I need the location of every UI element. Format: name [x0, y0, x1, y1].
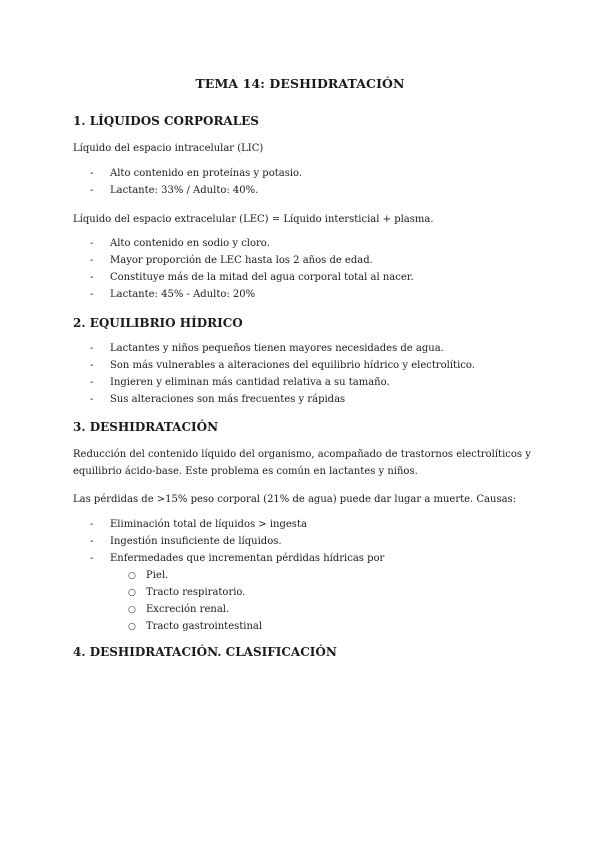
dash-marker: - — [90, 394, 94, 405]
paragraph-definition: Reducción del contenido líquido del organismo, acompañado de trastornos electrolíticos y equilibrio ácido-base. Este problema es común en lactantes y niños. — [73, 449, 531, 477]
sub-list-item: ○ Piel. — [128, 570, 169, 581]
list-item: - Mayor proporción de LEC hasta los 2 años de edad. — [90, 255, 373, 266]
list-item: - Son más vulnerables a alteraciones del equilibrio hídrico y electrolítico. — [90, 360, 475, 371]
dash-marker: - — [90, 238, 94, 249]
list-item: - Alto contenido en proteínas y potasio. — [90, 168, 303, 179]
list-item: - Lactante: 45% - Adulto: 20% — [90, 289, 256, 300]
circle-bullet-icon: ○ — [128, 622, 136, 632]
list-item: - Ingieren y eliminan más cantidad relativa a su tamaño. — [90, 377, 390, 388]
dash-marker: - — [90, 289, 94, 300]
dash-marker: - — [90, 272, 94, 283]
dash-marker: - — [90, 343, 94, 354]
list-item: - Sus alteraciones son más frecuentes y rápidas — [90, 394, 346, 405]
list-item: - Lactantes y niños pequeños tienen mayores necesidades de agua. — [90, 343, 444, 354]
list-item: - Constituye más de la mitad del agua corporal total al nacer. — [90, 272, 414, 283]
sub-list-item: ○ Tracto gastrointestinal — [128, 621, 263, 632]
dash-marker: - — [90, 360, 94, 371]
dash-marker: - — [90, 255, 94, 266]
section-heading-deshidratacion: 3. DESHIDRATACIÓN — [73, 420, 219, 434]
list-item: - Eliminación total de líquidos > ingesta — [90, 519, 307, 530]
section-heading-liquidos: 1. LÍQUIDOS CORPORALES — [73, 114, 259, 128]
list-item: - Lactante: 33% / Adulto: 40%. — [90, 185, 259, 196]
dash-marker: - — [90, 377, 94, 388]
dash-marker: - — [90, 553, 94, 564]
sub-list-item: ○ Excreción renal. — [128, 604, 230, 615]
dash-marker: - — [90, 185, 94, 196]
list-item: - Alto contenido en sodio y cloro. — [90, 238, 270, 249]
list-item: - Enfermedades que incrementan pérdidas hídricas por — [90, 553, 385, 564]
paragraph-causes-intro: Las pérdidas de >15% peso corporal (21% de agua) puede dar lugar a muerte. Causas: — [73, 494, 517, 505]
circle-bullet-icon: ○ — [128, 605, 136, 615]
dash-marker: - — [90, 168, 94, 179]
dash-marker: - — [90, 519, 94, 530]
circle-bullet-icon: ○ — [128, 571, 136, 581]
document-title: TEMA 14: DESHIDRATACIÓN — [195, 76, 405, 91]
dash-marker: - — [90, 536, 94, 547]
circle-bullet-icon: ○ — [128, 588, 136, 598]
lic-label: Líquido del espacio intracelular (LIC) — [73, 143, 264, 154]
list-item: - Ingestión insuficiente de líquidos. — [90, 536, 282, 547]
section-heading-clasificacion: 4. DESHIDRATACIÓN. CLASIFICACIÓN — [73, 645, 337, 659]
lec-label: Líquido del espacio extracelular (LEC) = Líquido intersticial + plasma. — [73, 214, 434, 225]
sub-list-item: ○ Tracto respiratorio. — [128, 587, 246, 598]
section-heading-equilibrio: 2. EQUILIBRIO HÍDRICO — [73, 316, 243, 330]
